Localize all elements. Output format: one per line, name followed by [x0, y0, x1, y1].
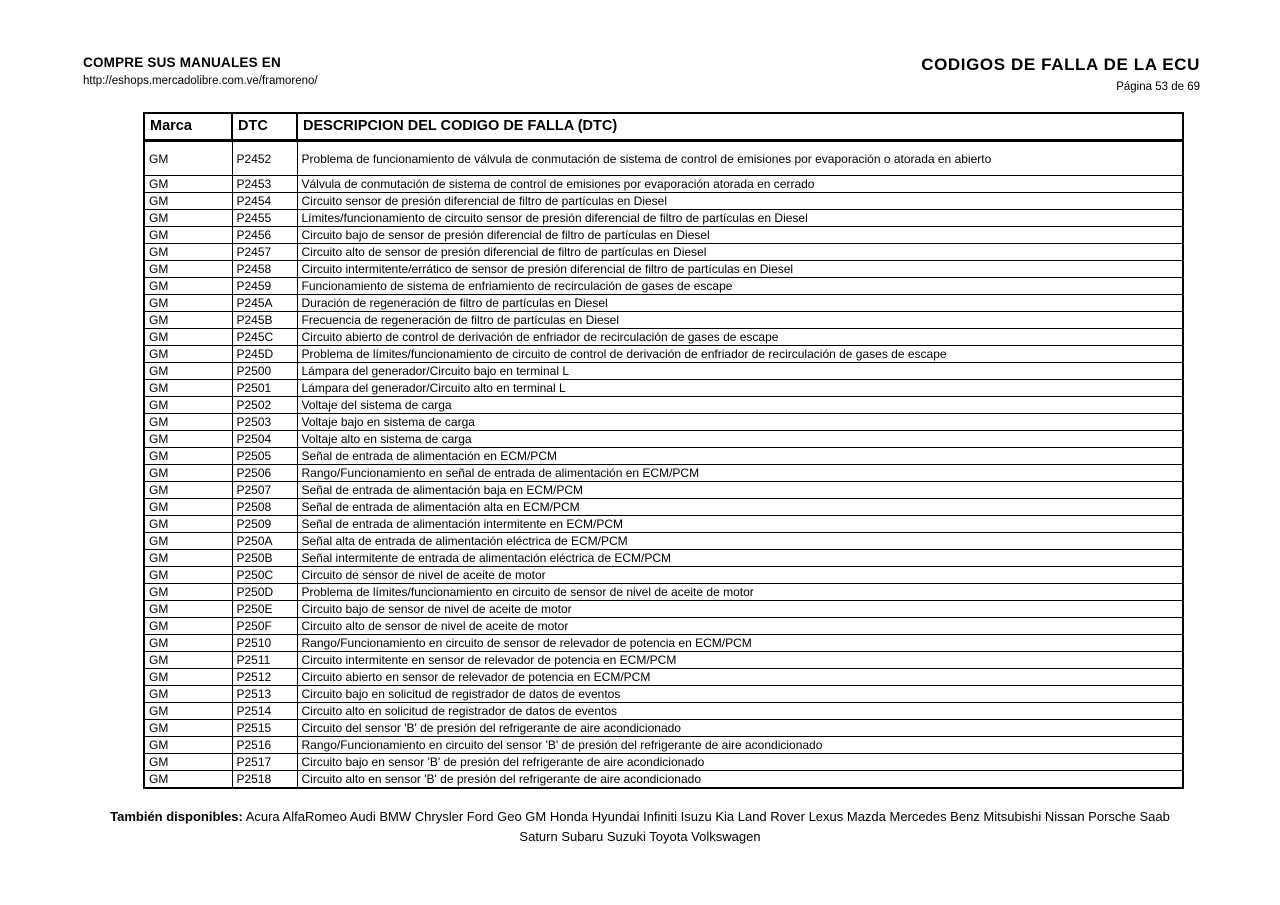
description-cell: Circuito intermitente/errático de sensor de presión diferencial de filtro de partículas en Diesel [297, 261, 1183, 278]
table-row [144, 431, 1183, 448]
dtc-cell: P2517 [232, 754, 297, 771]
table-row [144, 499, 1183, 516]
description-cell: Circuito alto en sensor 'B' de presión del refrigerante de aire acondicionado [297, 771, 1183, 789]
description-cell: Duración de regeneración de filtro de partículas en Diesel [297, 295, 1183, 312]
marca-cell: GM [144, 584, 232, 601]
marca-cell: GM [144, 567, 232, 584]
description-cell: Problema de límites/funcionamiento en circuito de sensor de nivel de aceite de motor [297, 584, 1183, 601]
dtc-cell: P2507 [232, 482, 297, 499]
table-row [144, 652, 1183, 669]
description-cell: Circuito abierto de control de derivación de enfriador de recirculación de gases de escape [297, 329, 1183, 346]
dtc-cell: P2456 [232, 227, 297, 244]
table-row [144, 737, 1183, 754]
dtc-cell: P2454 [232, 193, 297, 210]
table-row [144, 720, 1183, 737]
dtc-cell: P2505 [232, 448, 297, 465]
dtc-cell: P2501 [232, 380, 297, 397]
marca-cell: GM [144, 516, 232, 533]
marca-cell: GM [144, 601, 232, 618]
marca-cell: GM [144, 244, 232, 261]
description-cell: Circuito bajo en sensor 'B' de presión del refrigerante de aire acondicionado [297, 754, 1183, 771]
description-cell: Circuito del sensor 'B' de presión del refrigerante de aire acondicionado [297, 720, 1183, 737]
footer [90, 807, 1190, 847]
description-cell: Rango/Funcionamiento en circuito del sensor 'B' de presión del refrigerante de aire acondicionado [297, 737, 1183, 754]
dtc-cell: P250F [232, 618, 297, 635]
dtc-cell: P2514 [232, 703, 297, 720]
table-header-row [144, 113, 1183, 141]
dtc-cell: P2452 [232, 141, 297, 176]
dtc-cell: P245C [232, 329, 297, 346]
description-cell: Señal de entrada de alimentación en ECM/PCM [297, 448, 1183, 465]
marca-cell: GM [144, 312, 232, 329]
marca-cell: GM [144, 193, 232, 210]
dtc-cell: P2504 [232, 431, 297, 448]
promo-title: COMPRE SUS MANUALES EN [83, 55, 281, 70]
marca-cell: GM [144, 482, 232, 499]
description-cell: Circuito bajo de sensor de presión diferencial de filtro de partículas en Diesel [297, 227, 1183, 244]
table-row [144, 482, 1183, 499]
dtc-cell: P250D [232, 584, 297, 601]
dtc-cell: P2457 [232, 244, 297, 261]
table-row [144, 278, 1183, 295]
description-cell: Circuito de sensor de nivel de aceite de motor [297, 567, 1183, 584]
dtc-cell: P250A [232, 533, 297, 550]
dtc-cell: P245B [232, 312, 297, 329]
marca-cell: GM [144, 686, 232, 703]
marca-cell: GM [144, 737, 232, 754]
marca-cell: GM [144, 652, 232, 669]
marca-cell: GM [144, 141, 232, 176]
table-row [144, 686, 1183, 703]
description-cell: Funcionamiento de sistema de enfriamiento de recirculación de gases de escape [297, 278, 1183, 295]
table-row [144, 516, 1183, 533]
dtc-cell: P2455 [232, 210, 297, 227]
dtc-cell: P245D [232, 346, 297, 363]
marca-cell: GM [144, 414, 232, 431]
marca-cell: GM [144, 465, 232, 482]
marca-cell: GM [144, 618, 232, 635]
dtc-cell: P2500 [232, 363, 297, 380]
promo-block [83, 55, 318, 87]
table-row [144, 261, 1183, 278]
description-cell: Circuito abierto en sensor de relevador de potencia en ECM/PCM [297, 669, 1183, 686]
marca-cell: GM [144, 363, 232, 380]
description-cell: Circuito bajo de sensor de nivel de aceite de motor [297, 601, 1183, 618]
marca-cell: GM [144, 754, 232, 771]
table-row [144, 533, 1183, 550]
column-header-descripcion: DESCRIPCION DEL CODIGO DE FALLA (DTC) [297, 113, 1183, 141]
dtc-cell: P2508 [232, 499, 297, 516]
description-cell: Lámpara del generador/Circuito bajo en terminal L [297, 363, 1183, 380]
table-row [144, 601, 1183, 618]
marca-cell: GM [144, 533, 232, 550]
description-cell: Circuito bajo en solicitud de registrador de datos de eventos [297, 686, 1183, 703]
marca-cell: GM [144, 550, 232, 567]
table-row [144, 414, 1183, 431]
document-title: CODIGOS DE FALLA DE LA ECU [921, 55, 1200, 74]
marca-cell: GM [144, 329, 232, 346]
marca-cell: GM [144, 771, 232, 789]
table-row [144, 635, 1183, 652]
dtc-cell: P250C [232, 567, 297, 584]
table-row [144, 448, 1183, 465]
table-row [144, 567, 1183, 584]
table-row [144, 618, 1183, 635]
description-cell: Circuito alto en solicitud de registrador de datos de eventos [297, 703, 1183, 720]
table-row [144, 193, 1183, 210]
table-row [144, 771, 1183, 789]
description-cell: Circuito alto de sensor de presión diferencial de filtro de partículas en Diesel [297, 244, 1183, 261]
description-cell: Frecuencia de regeneración de filtro de partículas en Diesel [297, 312, 1183, 329]
table-row [144, 244, 1183, 261]
dtc-cell: P2518 [232, 771, 297, 789]
marca-cell: GM [144, 261, 232, 278]
description-cell: Voltaje del sistema de carga [297, 397, 1183, 414]
table-row [144, 210, 1183, 227]
dtc-table [143, 112, 1184, 789]
description-cell: Problema de límites/funcionamiento de circuito de control de derivación de enfriador de recirculación de gases de escape [297, 346, 1183, 363]
promo-url-link[interactable]: http://eshops.mercadolibre.com.ve/framoreno/ [83, 75, 318, 87]
column-header-marca: Marca [144, 113, 232, 141]
page-indicator: Página 53 de 69 [1116, 81, 1200, 93]
table-row [144, 397, 1183, 414]
description-cell: Circuito alto de sensor de nivel de aceite de motor [297, 618, 1183, 635]
table-row [144, 295, 1183, 312]
marca-cell: GM [144, 380, 232, 397]
table-row [144, 329, 1183, 346]
description-cell: Circuito intermitente en sensor de relevador de potencia en ECM/PCM [297, 652, 1183, 669]
description-cell: Señal de entrada de alimentación baja en ECM/PCM [297, 482, 1183, 499]
marca-cell: GM [144, 635, 232, 652]
marca-cell: GM [144, 397, 232, 414]
marca-cell: GM [144, 210, 232, 227]
marca-cell: GM [144, 346, 232, 363]
table-row [144, 550, 1183, 567]
dtc-cell: P2515 [232, 720, 297, 737]
dtc-cell: P2506 [232, 465, 297, 482]
table-row [144, 703, 1183, 720]
dtc-cell: P2511 [232, 652, 297, 669]
marca-cell: GM [144, 227, 232, 244]
table-row [144, 754, 1183, 771]
marca-cell: GM [144, 499, 232, 516]
marca-cell: GM [144, 431, 232, 448]
dtc-cell: P2459 [232, 278, 297, 295]
table-row [144, 346, 1183, 363]
table-row [144, 363, 1183, 380]
column-header-dtc: DTC [232, 113, 297, 141]
marca-cell: GM [144, 295, 232, 312]
dtc-cell: P2502 [232, 397, 297, 414]
footer-label: También disponibles: [110, 809, 243, 824]
dtc-cell: P250E [232, 601, 297, 618]
dtc-cell: P2453 [232, 176, 297, 193]
table-row [144, 669, 1183, 686]
marca-cell: GM [144, 278, 232, 295]
dtc-cell: P2510 [232, 635, 297, 652]
table-row [144, 465, 1183, 482]
title-block [921, 55, 1200, 93]
dtc-cell: P2512 [232, 669, 297, 686]
description-cell: Problema de funcionamiento de válvula de conmutación de sistema de control de emisiones por evaporación o atorada en abierto [297, 141, 1183, 176]
description-cell: Límites/funcionamiento de circuito sensor de presión diferencial de filtro de partículas en Diesel [297, 210, 1183, 227]
marca-cell: GM [144, 448, 232, 465]
description-cell: Voltaje bajo en sistema de carga [297, 414, 1183, 431]
footer-brands: Acura AlfaRomeo Audi BMW Chrysler Ford Geo GM Honda Hyundai Infiniti Isuzu Kia Land Rover Lexus Mazda Mercedes Benz Mitsubishi Nissan Porsche Saab Saturn Subaru Suzuki Toyota Volkswagen [245, 809, 1170, 845]
marca-cell: GM [144, 720, 232, 737]
description-cell: Rango/Funcionamiento en circuito de sensor de relevador de potencia en ECM/PCM [297, 635, 1183, 652]
dtc-cell: P2509 [232, 516, 297, 533]
description-cell: Señal intermitente de entrada de alimentación eléctrica de ECM/PCM [297, 550, 1183, 567]
table-row [144, 227, 1183, 244]
description-cell: Circuito sensor de presión diferencial de filtro de partículas en Diesel [297, 193, 1183, 210]
description-cell: Señal alta de entrada de alimentación eléctrica de ECM/PCM [297, 533, 1183, 550]
description-cell: Voltaje alto en sistema de carga [297, 431, 1183, 448]
table-row [144, 380, 1183, 397]
marca-cell: GM [144, 703, 232, 720]
dtc-cell: P245A [232, 295, 297, 312]
table-row [144, 176, 1183, 193]
description-cell: Rango/Funcionamiento en señal de entrada de alimentación en ECM/PCM [297, 465, 1183, 482]
description-cell: Señal de entrada de alimentación alta en ECM/PCM [297, 499, 1183, 516]
dtc-cell: P2516 [232, 737, 297, 754]
table-row [144, 141, 1183, 176]
description-cell: Lámpara del generador/Circuito alto en terminal L [297, 380, 1183, 397]
marca-cell: GM [144, 669, 232, 686]
table-row [144, 312, 1183, 329]
table-row [144, 584, 1183, 601]
dtc-cell: P2458 [232, 261, 297, 278]
page-header [0, 0, 1280, 93]
dtc-table-body [144, 141, 1183, 789]
dtc-cell: P250B [232, 550, 297, 567]
marca-cell: GM [144, 176, 232, 193]
description-cell: Señal de entrada de alimentación intermitente en ECM/PCM [297, 516, 1183, 533]
description-cell: Válvula de conmutación de sistema de control de emisiones por evaporación atorada en cerrado [297, 176, 1183, 193]
dtc-cell: P2513 [232, 686, 297, 703]
dtc-cell: P2503 [232, 414, 297, 431]
